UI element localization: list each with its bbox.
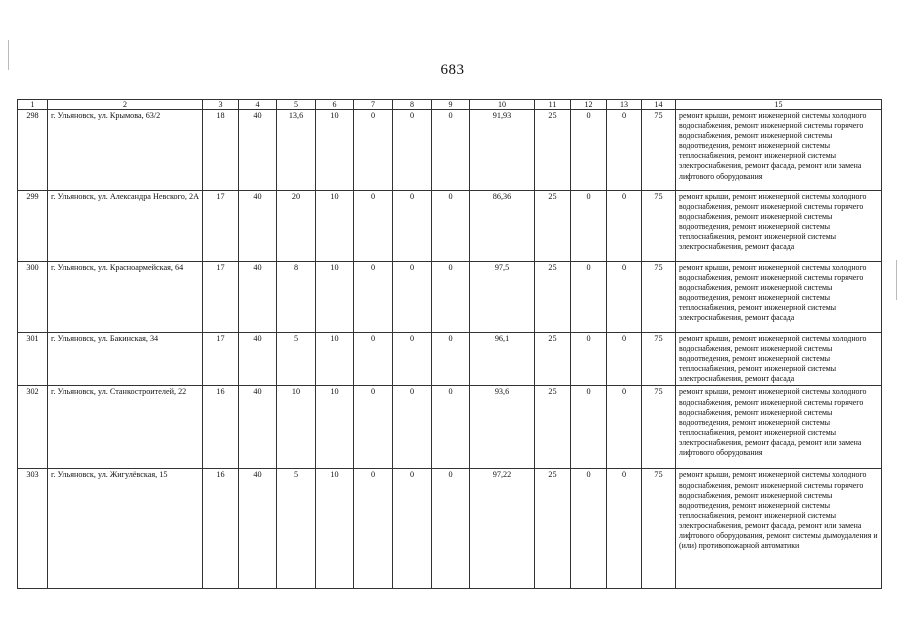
value-cell: 25 bbox=[535, 333, 571, 386]
value-cell: 10 bbox=[316, 191, 354, 262]
value-cell: 75 bbox=[642, 262, 676, 333]
value-cell: 0 bbox=[393, 333, 432, 386]
value-cell: 25 bbox=[535, 191, 571, 262]
value-cell: 75 bbox=[642, 333, 676, 386]
repair-works-cell: ремонт крыши, ремонт инженерной системы холодного водоснабжения, ремонт инженерной системы горячего водоснабжения, ремонт инженерной системы водоотведения, ремонт инженерной системы теплоснабжения, ремонт инженерной системы электроснабжения, ремонт фасада bbox=[676, 191, 882, 262]
value-cell: 16 bbox=[203, 469, 239, 589]
value-cell: 0 bbox=[571, 333, 607, 386]
value-cell: 97,22 bbox=[470, 469, 535, 589]
column-header: 7 bbox=[354, 100, 393, 110]
value-cell: 10 bbox=[316, 110, 354, 191]
value-cell: 40 bbox=[239, 262, 277, 333]
value-cell: 10 bbox=[277, 386, 316, 469]
value-cell: 25 bbox=[535, 110, 571, 191]
address-cell: г. Ульяновск, ул. Жигулёвская, 15 bbox=[48, 469, 203, 589]
value-cell: 10 bbox=[316, 262, 354, 333]
value-cell: 75 bbox=[642, 386, 676, 469]
table-row bbox=[18, 333, 882, 386]
value-cell: 0 bbox=[432, 191, 470, 262]
address-cell: г. Ульяновск, ул. Бакинская, 34 bbox=[48, 333, 203, 386]
value-cell: 96,1 bbox=[470, 333, 535, 386]
value-cell: 16 bbox=[203, 386, 239, 469]
value-cell: 0 bbox=[393, 386, 432, 469]
value-cell: 20 bbox=[277, 191, 316, 262]
column-header: 5 bbox=[277, 100, 316, 110]
column-header: 6 bbox=[316, 100, 354, 110]
value-cell: 10 bbox=[316, 333, 354, 386]
value-cell: 25 bbox=[535, 386, 571, 469]
address-cell: г. Ульяновск, ул. Станкостроителей, 22 bbox=[48, 386, 203, 469]
value-cell: 0 bbox=[393, 262, 432, 333]
repair-works-cell: ремонт крыши, ремонт инженерной системы холодного водоснабжения, ремонт инженерной системы горячего водоснабжения, ремонт инженерной системы водоотведения, ремонт инженерной системы теплоснабжения, ремонт инженерной системы электроснабжения, ремонт фасада, ремонт или замена лифтового оборудования bbox=[676, 386, 882, 469]
value-cell: 0 bbox=[607, 333, 642, 386]
column-header: 2 bbox=[48, 100, 203, 110]
value-cell: 0 bbox=[571, 469, 607, 589]
value-cell: 0 bbox=[607, 110, 642, 191]
value-cell: 18 bbox=[203, 110, 239, 191]
repair-works-cell: ремонт крыши, ремонт инженерной системы холодного водоснабжения, ремонт инженерной системы водоотведения, ремонт инженерной системы теплоснабжения, ремонт инженерной системы электроснабжения, ремонт фасада bbox=[676, 333, 882, 386]
value-cell: 0 bbox=[354, 386, 393, 469]
value-cell: 86,36 bbox=[470, 191, 535, 262]
value-cell: 0 bbox=[393, 191, 432, 262]
table-row bbox=[18, 110, 882, 191]
value-cell: 0 bbox=[354, 262, 393, 333]
row-number: 300 bbox=[18, 262, 48, 333]
table-header-row bbox=[18, 100, 882, 110]
table-row bbox=[18, 469, 882, 589]
value-cell: 0 bbox=[432, 469, 470, 589]
value-cell: 40 bbox=[239, 469, 277, 589]
value-cell: 40 bbox=[239, 110, 277, 191]
table-row bbox=[18, 262, 882, 333]
value-cell: 5 bbox=[277, 333, 316, 386]
value-cell: 8 bbox=[277, 262, 316, 333]
column-header: 8 bbox=[393, 100, 432, 110]
value-cell: 0 bbox=[354, 191, 393, 262]
repair-works-cell: ремонт крыши, ремонт инженерной системы холодного водоснабжения, ремонт инженерной системы горячего водоснабжения, ремонт инженерной системы водоотведения, ремонт инженерной системы теплоснабжения, ремонт инженерной системы электроснабжения, ремонт фасада, ремонт или замена лифтового оборудования, ремонт системы дымоудаления и (или) противопожарной автоматики bbox=[676, 469, 882, 589]
value-cell: 0 bbox=[571, 191, 607, 262]
value-cell: 91,93 bbox=[470, 110, 535, 191]
page-number: 683 bbox=[440, 62, 465, 78]
row-number: 302 bbox=[18, 386, 48, 469]
column-header: 1 bbox=[18, 100, 48, 110]
value-cell: 0 bbox=[432, 110, 470, 191]
row-number: 301 bbox=[18, 333, 48, 386]
value-cell: 17 bbox=[203, 191, 239, 262]
table-row bbox=[18, 386, 882, 469]
value-cell: 17 bbox=[203, 333, 239, 386]
value-cell: 10 bbox=[316, 386, 354, 469]
value-cell: 0 bbox=[432, 262, 470, 333]
column-header: 4 bbox=[239, 100, 277, 110]
value-cell: 0 bbox=[393, 110, 432, 191]
value-cell: 0 bbox=[571, 262, 607, 333]
value-cell: 0 bbox=[393, 469, 432, 589]
repair-works-cell: ремонт крыши, ремонт инженерной системы холодного водоснабжения, ремонт инженерной системы горячего водоснабжения, ремонт инженерной системы водоотведения, ремонт инженерной системы теплоснабжения, ремонт инженерной системы электроснабжения, ремонт фасада, ремонт или замена лифтового оборудования bbox=[676, 110, 882, 191]
value-cell: 0 bbox=[607, 191, 642, 262]
row-number: 298 bbox=[18, 110, 48, 191]
value-cell: 5 bbox=[277, 469, 316, 589]
value-cell: 0 bbox=[354, 333, 393, 386]
value-cell: 40 bbox=[239, 191, 277, 262]
column-header: 11 bbox=[535, 100, 571, 110]
row-number: 303 bbox=[18, 469, 48, 589]
value-cell: 0 bbox=[432, 386, 470, 469]
value-cell: 0 bbox=[607, 469, 642, 589]
column-header: 10 bbox=[470, 100, 535, 110]
housing-repair-table bbox=[17, 99, 882, 589]
value-cell: 0 bbox=[607, 386, 642, 469]
value-cell: 75 bbox=[642, 110, 676, 191]
value-cell: 40 bbox=[239, 386, 277, 469]
column-header: 12 bbox=[571, 100, 607, 110]
address-cell: г. Ульяновск, ул. Александра Невского, 2А bbox=[48, 191, 203, 262]
column-header: 15 bbox=[676, 100, 882, 110]
value-cell: 0 bbox=[354, 110, 393, 191]
value-cell: 25 bbox=[535, 469, 571, 589]
column-header: 14 bbox=[642, 100, 676, 110]
value-cell: 17 bbox=[203, 262, 239, 333]
value-cell: 0 bbox=[432, 333, 470, 386]
value-cell: 0 bbox=[571, 110, 607, 191]
value-cell: 75 bbox=[642, 469, 676, 589]
repair-works-cell: ремонт крыши, ремонт инженерной системы холодного водоснабжения, ремонт инженерной системы горячего водоснабжения, ремонт инженерной системы водоотведения, ремонт инженерной системы теплоснабжения, ремонт инженерной системы электроснабжения, ремонт фасада bbox=[676, 262, 882, 333]
value-cell: 0 bbox=[607, 262, 642, 333]
value-cell: 75 bbox=[642, 191, 676, 262]
value-cell: 10 bbox=[316, 469, 354, 589]
column-header: 9 bbox=[432, 100, 470, 110]
value-cell: 25 bbox=[535, 262, 571, 333]
column-header: 3 bbox=[203, 100, 239, 110]
address-cell: г. Ульяновск, ул. Красноармейская, 64 bbox=[48, 262, 203, 333]
column-header: 13 bbox=[607, 100, 642, 110]
value-cell: 97,5 bbox=[470, 262, 535, 333]
address-cell: г. Ульяновск, ул. Крымова, 63/2 bbox=[48, 110, 203, 191]
table-row bbox=[18, 191, 882, 262]
value-cell: 13,6 bbox=[277, 110, 316, 191]
value-cell: 40 bbox=[239, 333, 277, 386]
row-number: 299 bbox=[18, 191, 48, 262]
value-cell: 0 bbox=[354, 469, 393, 589]
value-cell: 93,6 bbox=[470, 386, 535, 469]
value-cell: 0 bbox=[571, 386, 607, 469]
scan-artifact-right bbox=[896, 260, 897, 300]
